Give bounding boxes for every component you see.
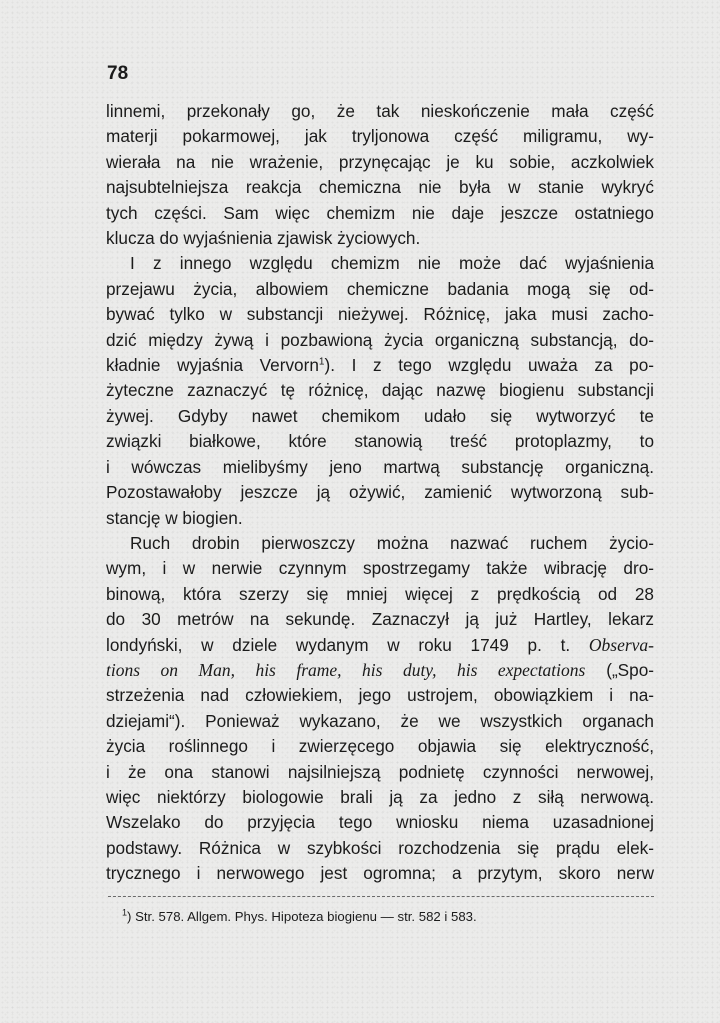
- footnote-reference: 1: [318, 356, 325, 368]
- text-line: związki białkowe, które stanowią treść protoplazmy, to: [106, 431, 654, 452]
- text-line: najsubtelniejsza reakcja chemiczna nie była w stanie wykryć: [106, 177, 654, 198]
- text-line: Ruch drobin pierwoszczy można nazwać ruchem życio-: [130, 532, 654, 553]
- italic-title: Observa-: [588, 634, 654, 655]
- paragraph-3: [106, 531, 654, 887]
- text-line: życia roślinnego i zwierzęcego objawia się elektryczność,: [106, 736, 654, 757]
- text-fragment: londyński, w dziele wydanym w roku 1749 p. t.: [106, 634, 571, 655]
- text-fragment: ). I z tego względu uważa za po-: [324, 355, 655, 376]
- text-fragment: („Spo-: [606, 659, 654, 680]
- text-line: do 30 metrów na sekundę. Zaznaczył ją już Hartley, lekarz: [106, 609, 654, 630]
- text-line: I z innego względu chemizm nie może dać wyjaśnienia: [130, 253, 654, 274]
- text-line: podstawy. Różnica w szybkości rozchodzenia się prądu elek-: [106, 837, 654, 858]
- text-line: Pozostawałoby jeszcze ją ożywić, zamienić wytworzoną sub-: [106, 482, 654, 503]
- text-line: [106, 658, 654, 683]
- text-line: żyteczne zaznaczyć tę różnicę, dając nazwę biogienu substancji: [106, 380, 654, 401]
- text-line: Wszelako do przyjęcia tego wniosku niema uzasadnionej: [106, 812, 654, 833]
- footnote: [122, 908, 642, 926]
- text-line: linnemi, przekonały go, że tak nieskończenie mała część: [106, 101, 654, 121]
- text-line: i wówczas mielibyśmy jeno martwą substancję organiczną.: [106, 456, 654, 477]
- footnote-text: ) Str. 578. Allgem. Phys. Hipoteza biogienu — str. 582 i 583.: [127, 909, 477, 924]
- footnote-marker: 1: [122, 907, 128, 918]
- text-line: wierała na nie wrażenie, przynęcając je ku sobie, aczkolwiek: [106, 151, 654, 172]
- text-line: tych części. Sam więc chemizm nie daje jeszcze ostatniego: [106, 202, 654, 223]
- paragraph-1: [106, 99, 654, 251]
- text-line: wym, i w nerwie czynnym spostrzegamy także wibrację dro-: [106, 558, 654, 579]
- text-line: klucza do wyjaśnienia zjawisk życiowych.: [106, 228, 421, 249]
- page-number: 78: [107, 63, 129, 84]
- text-line: binową, która szerzy się mniej więcej z prędkością od 28: [106, 583, 654, 604]
- footnote-divider: [108, 896, 654, 897]
- text-line: przejawu życia, albowiem chemiczne badania mogą się od-: [106, 278, 654, 299]
- italic-title: tions on Man, his frame, his duty, his expectations: [106, 659, 586, 680]
- text-line: więc niektórzy biologowie brali ją za jedno z siłą nerwową.: [106, 786, 654, 807]
- text-line: dzić między żywą i pozbawioną życia organiczną substancją, do-: [106, 329, 654, 350]
- text-fragment: kładnie wyjaśnia Vervorn: [106, 355, 319, 376]
- text-line: [106, 633, 654, 658]
- text-line: materji pokarmowej, jak tryljonowa część miligramu, wy-: [106, 126, 654, 147]
- text-line: strzeżenia nad człowiekiem, jego ustrojem, obowiązkiem i na-: [106, 685, 654, 706]
- paragraph-2: [106, 251, 654, 530]
- text-line: i że ona stanowi najsilniejszą podnietę czynności nerwowej,: [106, 761, 654, 782]
- text-line: trycznego i nerwowego jest ogromna; a przytym, skoro nerw: [106, 863, 654, 884]
- text-line: żywej. Gdyby nawet chemikom udało się wytworzyć te: [106, 405, 654, 426]
- body-text: [106, 99, 654, 887]
- text-line: stancję w biogien.: [106, 507, 243, 528]
- text-line: dziejami“). Ponieważ wykazano, że we wszystkich organach: [106, 710, 654, 731]
- text-line: [106, 353, 654, 378]
- text-line: bywać tylko w substancji nieżywej. Różnicę, jaka musi zacho-: [106, 304, 654, 325]
